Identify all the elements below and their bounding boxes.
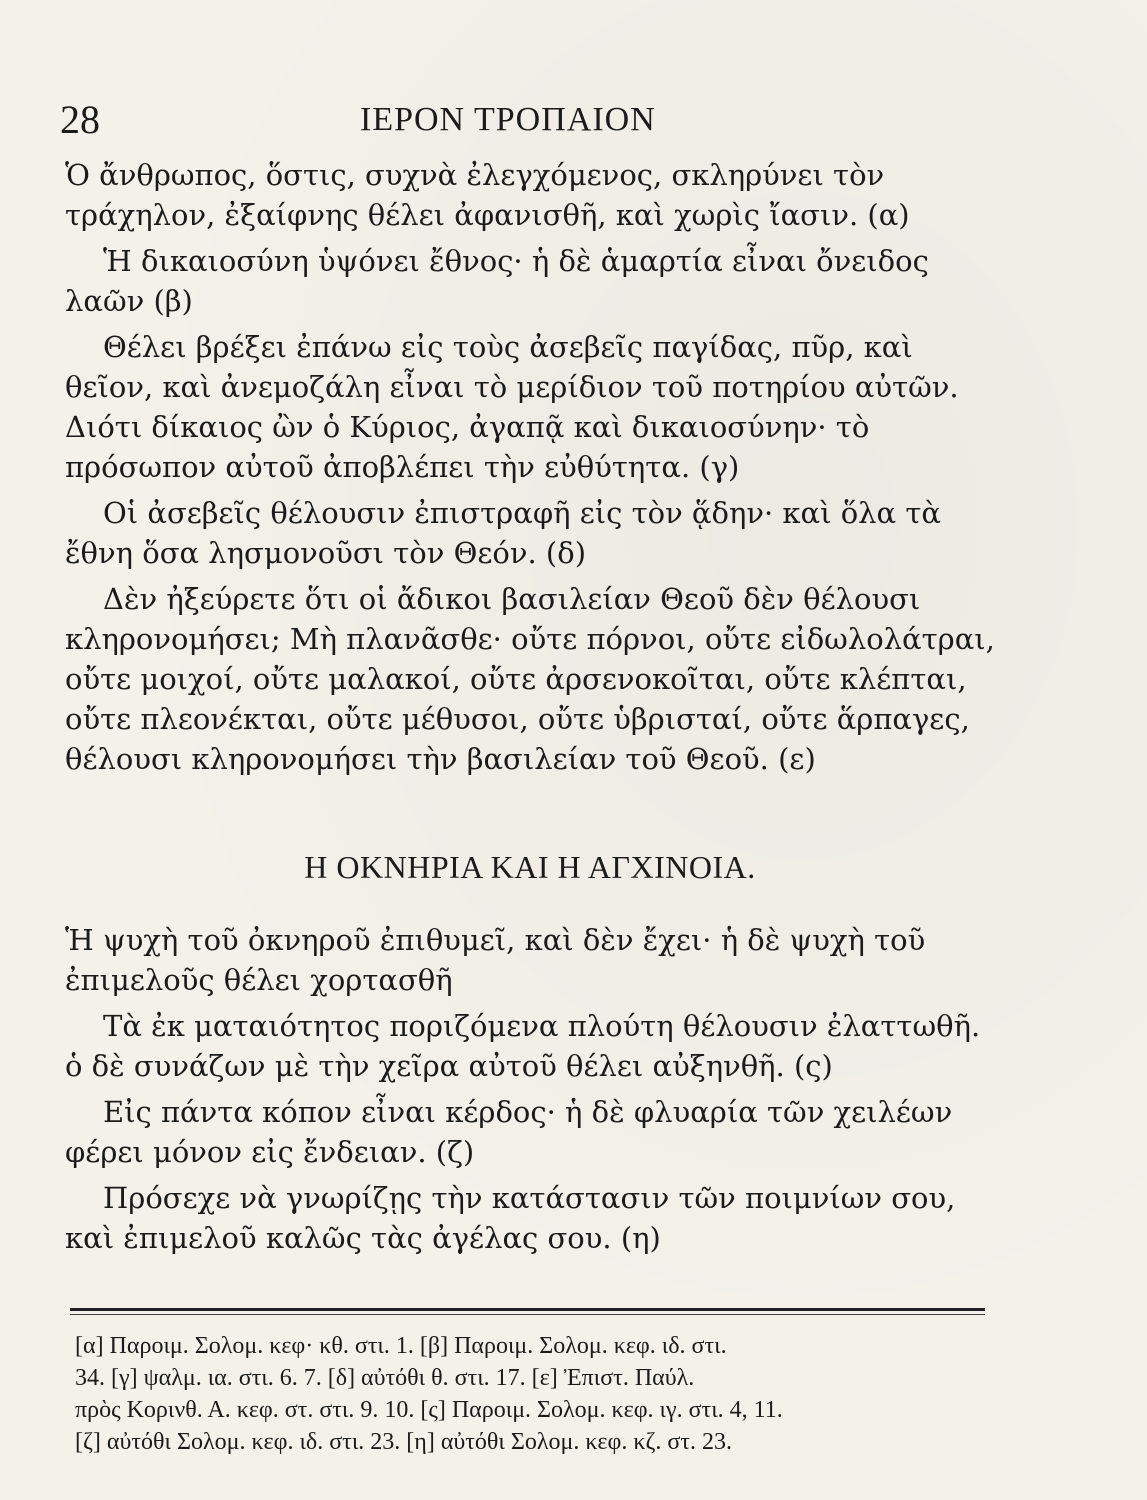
paragraph: Ἡ δικαιοσύνη ὑψόνει ἔθνος· ἡ δὲ ἁμαρτία εἶναι ὄνειδος λαῶν (β) xyxy=(65,244,929,318)
footnote-divider xyxy=(70,1308,985,1311)
running-title: ΙΕΡΟΝ ΤΡΟΠΑΙΟΝ xyxy=(360,101,656,138)
footnote-line: [ζ] αὐτόθι Σολομ. κεφ. ιδ. στι. 23. [η] αὐτόθι Σολομ. κεφ. κζ. στ. 23. xyxy=(75,1429,732,1455)
paragraph: Οἱ ἀσεβεῖς θέλουσιν ἐπιστραφῆ εἰς τὸν ᾅδην· καὶ ὅλα τὰ ἔθνη ὅσα λησμονοῦσι τὸν Θεόν. (δ) xyxy=(65,496,941,570)
footnote-line: 34. [γ] ψαλμ. ια. στι. 6. 7. [δ] αὐτόθι θ. στι. 17. [ε] Ἐπιστ. Παύλ. xyxy=(75,1365,695,1391)
paragraph: Ὁ ἄνθρωπος, ὅστις, συχνὰ ἐλεγχόμενος, σκληρύνει τὸν τράχηλον, ἐξαίφνης θέλει ἀφανισθῆ, καὶ χωρὶς ἴασιν. (α) xyxy=(65,158,910,232)
footnotes xyxy=(75,1330,990,1458)
section-heading: Η ΟΚΝΗΡΙΑ ΚΑΙ Η ΑΓΧΙΝΟΙΑ. xyxy=(304,849,756,885)
paragraph: Ἡ ψυχὴ τοῦ ὀκνηροῦ ἐπιθυμεῖ, καὶ δὲν ἔχει· ἡ δὲ ψυχὴ τοῦ ἐπιμελοῦς θέλει χορτασθῆ xyxy=(65,923,926,997)
paragraph: Πρόσεχε νὰ γνωρίζῃς τὴν κατάστασιν τῶν ποιμνίων σου, καὶ ἐπιμελοῦ καλῶς τὰς ἀγέλας σου. (η) xyxy=(65,1181,956,1255)
footnote-line: πρὸς Κορινθ. Α. κεφ. στ. στι. 9. 10. [ς] Παροιμ. Σολομ. κεφ. ιγ. στι. 4, 11. xyxy=(75,1397,783,1423)
footnote-line: [α] Παροιμ. Σολομ. κεφ· κθ. στι. 1. [β] Παροιμ. Σολομ. κεφ. ιδ. στι. xyxy=(75,1333,727,1359)
page-header xyxy=(60,90,1060,150)
footnote-divider-thin xyxy=(70,1314,985,1315)
paragraph: Τὰ ἐκ ματαιότητος ποριζόμενα πλούτη θέλουσιν ἐλαττωθῆ. ὁ δὲ συνάζων μὲ τὴν χεῖρα αὐτοῦ θέλει αὐξηνθῆ. (ς) xyxy=(65,1009,981,1083)
body-text-part-1 xyxy=(65,155,995,785)
page-number: 28 xyxy=(60,97,100,142)
paragraph: Δὲν ἠξεύρετε ὅτι οἱ ἄδικοι βασιλείαν Θεοῦ δὲν θέλουσι κληρονομήσει; Μὴ πλανᾶσθε· οὔτε πόρνοι, οὔτε εἰδωλολάτραι, οὔτε μοιχοί, οὔτε μαλακοί, οὔτε ἀρσενοκοῖται, οὔτε κλέπται, οὔτε πλεονέκται, οὔτε μέθυσοι, οὔτε ὑβρισταί, οὔτε ἅρπαγες, θέλουσι κληρονομήσει τὴν βασιλείαν τοῦ Θεοῦ. (ε) xyxy=(65,582,995,776)
paragraph: Θέλει βρέξει ἐπάνω εἰς τοὺς ἀσεβεῖς παγίδας, πῦρ, καὶ θεῖον, καὶ ἀνεμοζάλη εἶναι τὸ μερίδιον τοῦ ποτηρίου αὐτῶν. Διότι δίκαιος ὢν ὁ Κύριος, ἀγαπᾷ καὶ δικαιοσύνην· τὸ πρόσωπον αὐτοῦ ἀποβλέπει τὴν εὐθύτητα. (γ) xyxy=(65,330,959,484)
body-text-part-2 xyxy=(65,920,995,1264)
paragraph: Εἰς πάντα κόπον εἶναι κέρδος· ἡ δὲ φλυαρία τῶν χειλέων φέρει μόνον εἰς ἔνδειαν. (ζ) xyxy=(65,1095,953,1169)
